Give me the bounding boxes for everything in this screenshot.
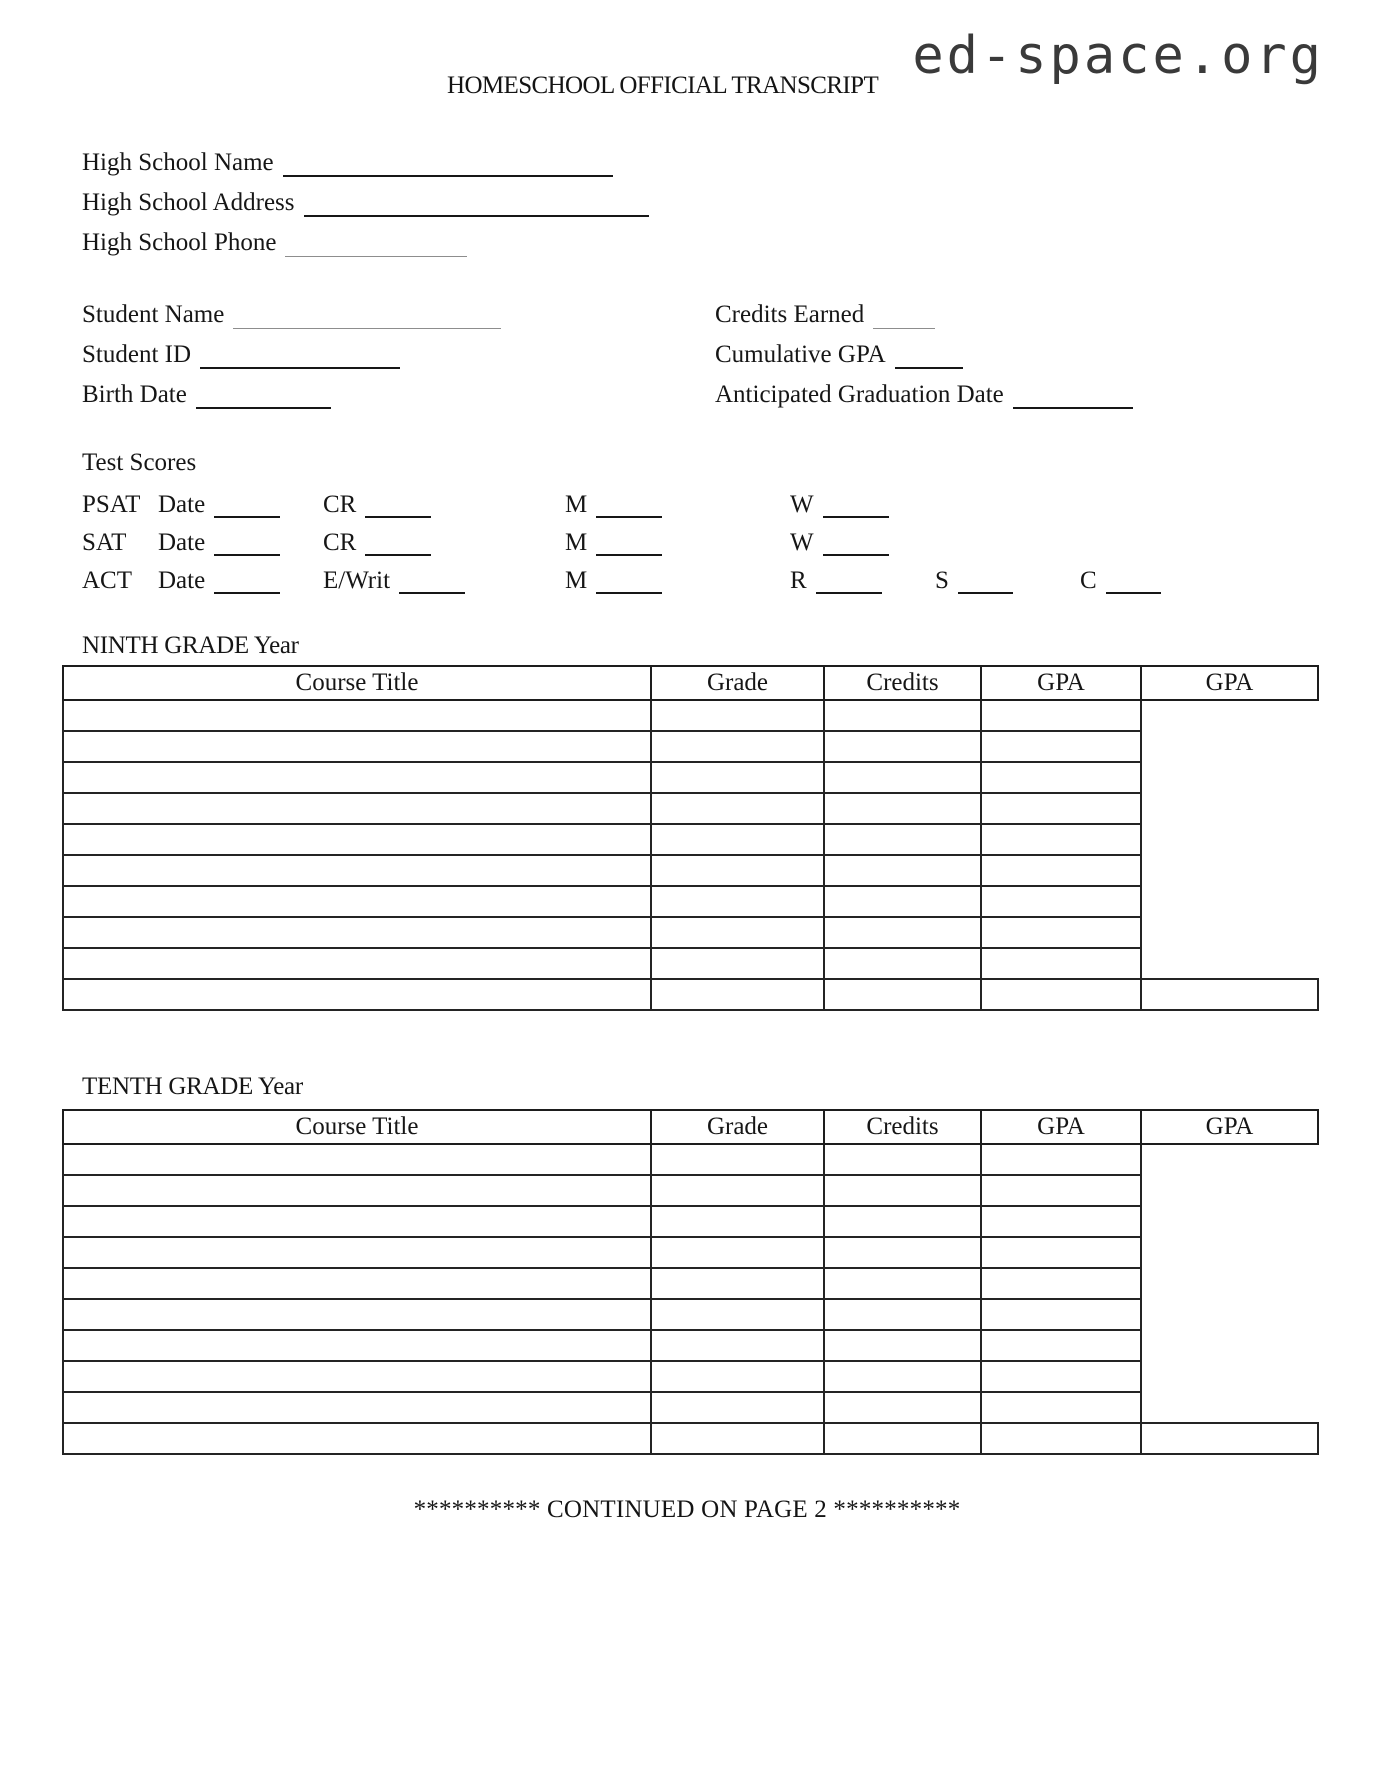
high-school-name-blank[interactable]: [283, 172, 613, 177]
act-c-field: [1080, 567, 1161, 595]
cell-credits[interactable]: [824, 948, 981, 979]
psat-m-label: M: [565, 491, 588, 518]
cell-credits[interactable]: [824, 886, 981, 917]
table-row: [63, 1423, 1318, 1454]
table-row: [63, 948, 1318, 979]
table-row: [63, 1330, 1318, 1361]
psat-date-blank[interactable]: [214, 513, 280, 518]
student-name-field: [82, 298, 501, 330]
graduation-date-blank[interactable]: [1013, 404, 1133, 409]
cell-grade[interactable]: [651, 824, 824, 855]
cell-course-title[interactable]: [63, 886, 651, 917]
table-row: [63, 1361, 1318, 1392]
cell-gpa[interactable]: [981, 1144, 1141, 1175]
sat-m-blank[interactable]: [596, 551, 662, 556]
col-header-credits-2: Credits: [824, 666, 981, 700]
cell-gpa[interactable]: [981, 855, 1141, 886]
cell-course-title[interactable]: [63, 1268, 651, 1299]
act-date-label: Date: [158, 567, 206, 594]
col-header-gpa-3: GPA: [981, 666, 1141, 700]
act-s-label: S: [935, 567, 949, 594]
table-row: [63, 1268, 1318, 1299]
credits-earned-field: [715, 298, 935, 330]
cell-grade[interactable]: [651, 917, 824, 948]
col-header-grade-1: Grade: [651, 1110, 824, 1144]
cell-gpa[interactable]: [981, 1175, 1141, 1206]
test-row-psat: [82, 487, 1374, 521]
cell-course-title[interactable]: [63, 1175, 651, 1206]
sat-date-blank[interactable]: [214, 551, 280, 556]
cell-gpa[interactable]: [981, 1237, 1141, 1268]
cell-gpa[interactable]: [981, 1299, 1141, 1330]
table-row: [63, 1392, 1318, 1423]
act-e-writ-blank[interactable]: [399, 589, 465, 594]
credits-earned-label: Credits Earned: [715, 301, 865, 329]
cumulative-gpa-field: [715, 338, 963, 370]
table-row: [63, 762, 1318, 793]
cell-course-title[interactable]: [63, 1330, 651, 1361]
cell-course-title[interactable]: [63, 793, 651, 824]
psat-cr-label: CR: [323, 491, 357, 518]
cell-course-title[interactable]: [63, 824, 651, 855]
table-row: [63, 700, 1318, 731]
test-scores-heading: Test Scores: [82, 449, 197, 476]
cell-course-title[interactable]: [63, 979, 651, 1010]
student-id-label: Student ID: [82, 341, 192, 369]
brand-logo: ed-space.org: [912, 26, 1324, 86]
student-id-blank[interactable]: [200, 364, 400, 369]
cell-grade[interactable]: [651, 1206, 824, 1237]
cell-grade[interactable]: [651, 948, 824, 979]
table-row: [63, 1175, 1318, 1206]
act-m-field: [565, 567, 662, 595]
high-school-name-field: [82, 146, 613, 178]
cell-credits[interactable]: [824, 1237, 981, 1268]
act-date-blank[interactable]: [214, 589, 280, 594]
cell-credits[interactable]: [824, 793, 981, 824]
student-id-field: [82, 338, 400, 370]
high-school-address-label: High School Address: [82, 189, 295, 217]
cell-grade[interactable]: [651, 700, 824, 731]
birth-date-blank[interactable]: [196, 404, 331, 409]
continued-note: ********** CONTINUED ON PAGE 2 **********: [413, 1496, 961, 1523]
cell-gpa[interactable]: [1141, 1423, 1318, 1454]
birth-date-field: [82, 378, 331, 410]
cell-course-title[interactable]: [63, 917, 651, 948]
gpa-span-region: [1141, 1144, 1318, 1423]
table-row: [63, 917, 1318, 948]
sat-w-blank[interactable]: [823, 551, 889, 556]
cell-gpa[interactable]: [981, 793, 1141, 824]
test-row-sat: [82, 525, 1374, 559]
cell-gpa[interactable]: [981, 886, 1141, 917]
high-school-phone-field: [82, 226, 467, 258]
cell-credits[interactable]: [824, 1423, 981, 1454]
birth-date-label: Birth Date: [82, 381, 187, 409]
test-name-psat: PSAT: [82, 491, 141, 518]
cell-credits[interactable]: [824, 1206, 981, 1237]
ninth-grade-table: [62, 665, 1319, 1011]
cell-course-title[interactable]: [63, 1423, 651, 1454]
cell-grade[interactable]: [651, 979, 824, 1010]
cell-credits[interactable]: [824, 1175, 981, 1206]
cell-grade[interactable]: [651, 1237, 824, 1268]
sat-m-field: [565, 529, 662, 557]
col-header-credits-2: Credits: [824, 1110, 981, 1144]
table-row: [63, 979, 1318, 1010]
cell-course-title[interactable]: [63, 762, 651, 793]
cell-credits[interactable]: [824, 762, 981, 793]
cell-grade[interactable]: [651, 1330, 824, 1361]
act-s-blank[interactable]: [958, 589, 1013, 594]
act-c-blank[interactable]: [1106, 589, 1161, 594]
high-school-phone-blank[interactable]: [285, 253, 467, 257]
psat-w-blank[interactable]: [823, 513, 889, 518]
cell-credits[interactable]: [824, 1361, 981, 1392]
cell-credits[interactable]: [824, 1299, 981, 1330]
psat-w-label: W: [790, 491, 814, 518]
cell-course-title[interactable]: [63, 1361, 651, 1392]
test-name-sat: SAT: [82, 529, 127, 556]
table-row: [63, 824, 1318, 855]
psat-cr-blank[interactable]: [365, 513, 431, 518]
cell-grade[interactable]: [651, 855, 824, 886]
student-name-blank[interactable]: [233, 325, 501, 329]
table-row: [63, 886, 1318, 917]
section-label-tenth-grade: TENTH GRADE Year: [82, 1073, 303, 1100]
cell-gpa[interactable]: [981, 1206, 1141, 1237]
col-header-gpa-3: GPA: [981, 1110, 1141, 1144]
act-m-label: M: [565, 567, 588, 594]
high-school-address-field: [82, 186, 649, 218]
sat-cr-blank[interactable]: [365, 551, 431, 556]
cell-grade[interactable]: [651, 1361, 824, 1392]
cell-grade[interactable]: [651, 1268, 824, 1299]
student-name-label: Student Name: [82, 301, 225, 329]
cell-course-title[interactable]: [63, 1237, 651, 1268]
cell-credits[interactable]: [824, 731, 981, 762]
cell-credits[interactable]: [824, 917, 981, 948]
psat-date-label: Date: [158, 491, 206, 518]
act-e-writ-field: [323, 567, 465, 595]
sat-m-label: M: [565, 529, 588, 556]
cell-course-title[interactable]: [63, 700, 651, 731]
table-row: [63, 1144, 1318, 1175]
sat-date-field: [158, 529, 280, 557]
cell-gpa[interactable]: [981, 979, 1141, 1010]
cell-gpa[interactable]: [1141, 979, 1318, 1010]
cell-grade[interactable]: [651, 1423, 824, 1454]
cell-grade[interactable]: [651, 731, 824, 762]
cell-grade[interactable]: [651, 1144, 824, 1175]
cumulative-gpa-label: Cumulative GPA: [715, 341, 886, 369]
cell-gpa[interactable]: [981, 700, 1141, 731]
cell-course-title[interactable]: [63, 1392, 651, 1423]
cell-course-title[interactable]: [63, 948, 651, 979]
act-e-writ-label: E/Writ: [323, 567, 391, 594]
cell-credits[interactable]: [824, 1392, 981, 1423]
cell-credits[interactable]: [824, 700, 981, 731]
table-row: [63, 793, 1318, 824]
act-r-field: [790, 567, 882, 595]
cell-gpa[interactable]: [981, 1330, 1141, 1361]
sat-cr-field: [323, 529, 431, 557]
section-label-ninth-grade: NINTH GRADE Year: [82, 632, 299, 659]
sat-date-label: Date: [158, 529, 206, 556]
act-m-blank[interactable]: [596, 589, 662, 594]
cell-gpa[interactable]: [981, 948, 1141, 979]
sat-cr-label: CR: [323, 529, 357, 556]
test-row-act: [82, 563, 1374, 597]
sat-w-label: W: [790, 529, 814, 556]
cell-gpa[interactable]: [981, 1361, 1141, 1392]
cell-gpa[interactable]: [981, 824, 1141, 855]
graduation-date-label: Anticipated Graduation Date: [715, 381, 1004, 409]
cell-gpa[interactable]: [981, 731, 1141, 762]
cell-grade[interactable]: [651, 886, 824, 917]
high-school-name-label: High School Name: [82, 149, 274, 177]
table-row: [63, 855, 1318, 886]
cell-gpa[interactable]: [981, 1268, 1141, 1299]
high-school-phone-label: High School Phone: [82, 229, 277, 257]
act-r-label: R: [790, 567, 807, 594]
table-row: [63, 731, 1318, 762]
act-r-blank[interactable]: [816, 589, 882, 594]
cell-grade[interactable]: [651, 1175, 824, 1206]
sat-w-field: [790, 529, 889, 557]
cell-gpa[interactable]: [981, 1392, 1141, 1423]
cell-course-title[interactable]: [63, 1299, 651, 1330]
cell-gpa[interactable]: [981, 917, 1141, 948]
table-row: [63, 1237, 1318, 1268]
col-header-course-title-0: Course Title: [63, 1110, 651, 1144]
cell-gpa[interactable]: [981, 762, 1141, 793]
high-school-address-blank[interactable]: [304, 212, 649, 217]
cell-course-title[interactable]: [63, 731, 651, 762]
page-title: HOMESCHOOL OFFICIAL TRANSCRIPT: [447, 72, 879, 99]
psat-date-field: [158, 491, 280, 519]
credits-earned-blank[interactable]: [873, 325, 935, 329]
cell-course-title[interactable]: [63, 1206, 651, 1237]
table-row: [63, 1206, 1318, 1237]
cell-course-title[interactable]: [63, 855, 651, 886]
psat-cr-field: [323, 491, 431, 519]
cumulative-gpa-blank[interactable]: [895, 364, 963, 369]
psat-m-blank[interactable]: [596, 513, 662, 518]
act-c-label: C: [1080, 567, 1097, 594]
cell-credits[interactable]: [824, 1144, 981, 1175]
cell-credits[interactable]: [824, 1330, 981, 1361]
act-s-field: [935, 567, 1013, 595]
psat-w-field: [790, 491, 889, 519]
col-header-gpa-4: GPA: [1141, 1110, 1318, 1144]
cell-grade[interactable]: [651, 793, 824, 824]
cell-gpa[interactable]: [981, 1423, 1141, 1454]
col-header-grade-1: Grade: [651, 666, 824, 700]
test-name-act: ACT: [82, 567, 132, 594]
cell-credits[interactable]: [824, 979, 981, 1010]
col-header-course-title-0: Course Title: [63, 666, 651, 700]
cell-grade[interactable]: [651, 1299, 824, 1330]
cell-grade[interactable]: [651, 762, 824, 793]
col-header-gpa-4: GPA: [1141, 666, 1318, 700]
cell-credits[interactable]: [824, 824, 981, 855]
act-date-field: [158, 567, 280, 595]
tenth-grade-table: [62, 1109, 1319, 1455]
psat-m-field: [565, 491, 662, 519]
cell-credits[interactable]: [824, 855, 981, 886]
cell-course-title[interactable]: [63, 1144, 651, 1175]
cell-credits[interactable]: [824, 1268, 981, 1299]
cell-grade[interactable]: [651, 1392, 824, 1423]
table-row: [63, 1299, 1318, 1330]
graduation-date-field: [715, 378, 1133, 410]
gpa-span-region: [1141, 700, 1318, 979]
